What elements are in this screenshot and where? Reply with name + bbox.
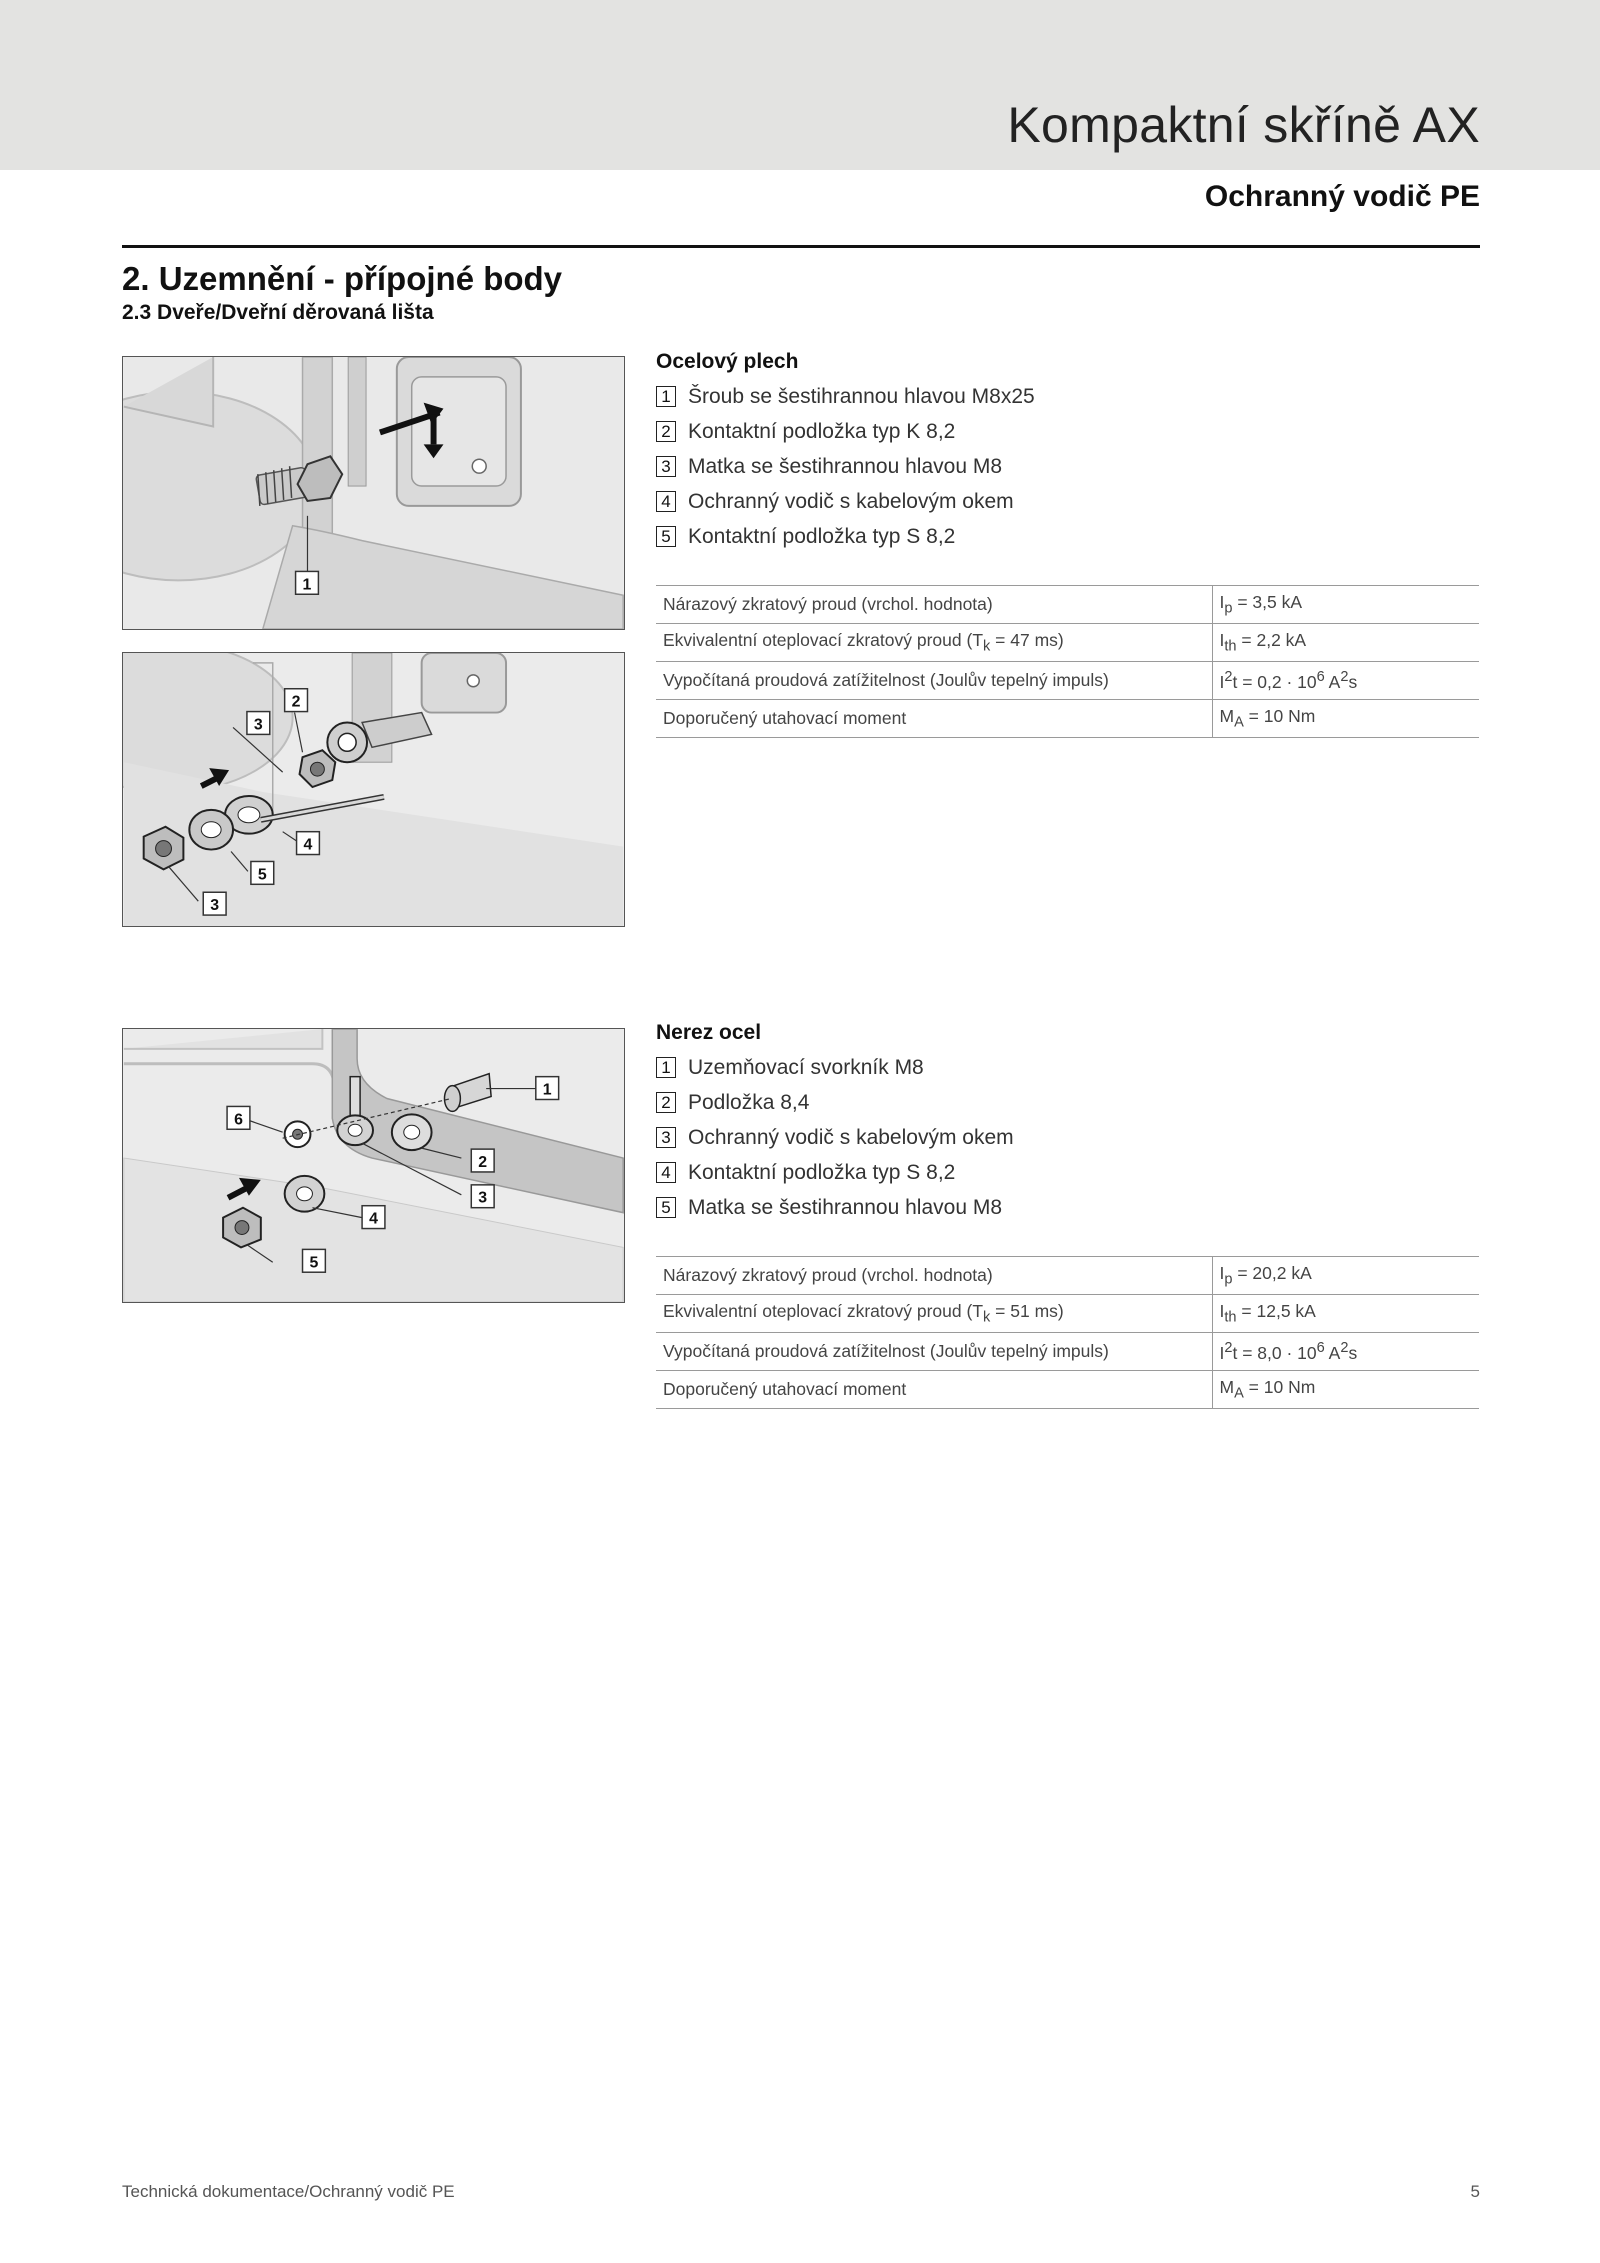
spec-value: $I_{th} = 2,2$ kA — [1212, 624, 1479, 662]
table-row — [656, 700, 1479, 738]
document-subtitle: Ochranný vodič PE — [1204, 180, 1480, 213]
part-number-box: 2 — [656, 1092, 676, 1113]
table-row — [656, 1295, 1479, 1333]
part-number-box: 1 — [656, 386, 676, 407]
table-row — [656, 1257, 1479, 1295]
list-item — [656, 484, 1035, 519]
part-description: Kontaktní podložka typ S 8,2 — [688, 524, 956, 548]
spec-label: Vypočítaná proudová zatížitelnost (Joulův tepelný impuls) — [656, 662, 1212, 700]
spec-label: Nárazový zkratový proud (vrchol. hodnota) — [656, 586, 1212, 624]
list-item — [656, 449, 1035, 484]
list-item — [656, 1085, 1014, 1120]
section-title: 2. Uzemnění - přípojné body — [122, 260, 563, 297]
part-description: Matka se šestihrannou hlavou M8 — [688, 454, 1003, 478]
table-row — [656, 1371, 1479, 1409]
part-number-box: 2 — [656, 421, 676, 442]
steel-parts-list — [656, 379, 1035, 554]
part-description: Matka se šestihrannou hlavou M8 — [688, 1195, 1003, 1219]
callout-4-stainless-label: 4 — [369, 1210, 378, 1228]
steel-spec-table — [656, 585, 1479, 738]
page-number: 5 — [1470, 2182, 1480, 2201]
stainless-block-title: Nerez ocel — [656, 1021, 762, 1044]
footer-text: Technická dokumentace/Ochranný vodič PE — [122, 2182, 455, 2201]
spec-value: $M_A = 10$ Nm — [1212, 700, 1479, 738]
part-description: Ochranný vodič s kabelovým okem — [688, 1125, 1014, 1149]
stainless-spec-table — [656, 1256, 1479, 1409]
callout-1-stainless-label: 1 — [542, 1081, 552, 1099]
list-item — [656, 379, 1035, 414]
callout-3-steel-upper-label: 3 — [253, 716, 263, 734]
document-title: Kompaktní skříně AX — [1007, 97, 1480, 153]
part-number-box: 4 — [656, 1162, 676, 1183]
list-item — [656, 1120, 1014, 1155]
part-number-box: 3 — [656, 1127, 676, 1148]
spec-value: $I_p = 20,2$ kA — [1212, 1257, 1479, 1295]
steel-figure-assembly — [122, 652, 625, 927]
part-description: Kontaktní podložka typ S 8,2 — [688, 1160, 956, 1184]
list-item — [656, 519, 1035, 554]
part-number-box: 5 — [656, 1197, 676, 1218]
part-number-box: 1 — [656, 1057, 676, 1078]
header-divider — [122, 245, 1480, 248]
list-item — [656, 1190, 1014, 1225]
part-description: Podložka 8,4 — [688, 1090, 810, 1114]
stainless-parts-list — [656, 1050, 1014, 1225]
part-number-box: 3 — [656, 456, 676, 477]
callout-3-steel-lower-label: 3 — [210, 897, 220, 915]
callout-3-stainless-label: 3 — [478, 1189, 488, 1207]
stainless-assembly-illustration — [123, 1029, 624, 1302]
table-row — [656, 624, 1479, 662]
steel-block-title: Ocelový plech — [656, 350, 799, 373]
part-description: Ochranný vodič s kabelovým okem — [688, 489, 1014, 513]
spec-label: Ekvivalentní oteplovací zkratový proud ($T_k = 47$ ms) — [656, 624, 1212, 662]
part-description: Uzemňovací svorkník M8 — [688, 1055, 924, 1079]
spec-label: Nárazový zkratový proud (vrchol. hodnota) — [656, 1257, 1212, 1295]
spec-label: Ekvivalentní oteplovací zkratový proud ($T_k = 51$ ms) — [656, 1295, 1212, 1333]
part-number-box: 4 — [656, 491, 676, 512]
part-description: Šroub se šestihrannou hlavou M8x25 — [688, 384, 1035, 408]
steel-figure-bolt — [122, 356, 625, 630]
table-row — [656, 662, 1479, 700]
spec-value: $I_p = 3,5$ kA — [1212, 586, 1479, 624]
list-item — [656, 1050, 1014, 1085]
table-row — [656, 1333, 1479, 1371]
stainless-figure-assembly — [122, 1028, 625, 1303]
spec-value: $I^2t = 0,2 \cdot 10^6$ $A^2s$ — [1212, 662, 1479, 700]
spec-value: $I^2t = 8,0 \cdot 10^6$ $A^2s$ — [1212, 1333, 1479, 1371]
spec-value: $M_A = 10$ Nm — [1212, 1371, 1479, 1409]
part-number-box: 5 — [656, 526, 676, 547]
spec-label: Vypočítaná proudová zatížitelnost (Joulův tepelný impuls) — [656, 1333, 1212, 1371]
steel-bolt-illustration — [123, 357, 624, 629]
table-row — [656, 586, 1479, 624]
section-subtitle: 2.3 Dveře/Dveřní děrovaná lišta — [122, 301, 434, 324]
callout-2-stainless-label: 2 — [478, 1153, 488, 1171]
spec-value: $I_{th} = 12,5$ kA — [1212, 1295, 1479, 1333]
spec-label: Doporučený utahovací moment — [656, 700, 1212, 738]
spec-label: Doporučený utahovací moment — [656, 1371, 1212, 1409]
callout-5-stainless-label: 5 — [309, 1254, 319, 1272]
part-description: Kontaktní podložka typ K 8,2 — [688, 419, 956, 443]
callout-4-steel-label: 4 — [303, 836, 313, 854]
steel-assembly-illustration — [123, 653, 624, 926]
list-item — [656, 1155, 1014, 1190]
list-item — [656, 414, 1035, 449]
callout-1-steel-top-label: 1 — [302, 576, 312, 594]
callout-2-steel-label: 2 — [291, 693, 301, 711]
callout-6-stainless-label: 6 — [234, 1111, 243, 1129]
callout-5-steel-label: 5 — [257, 866, 267, 884]
